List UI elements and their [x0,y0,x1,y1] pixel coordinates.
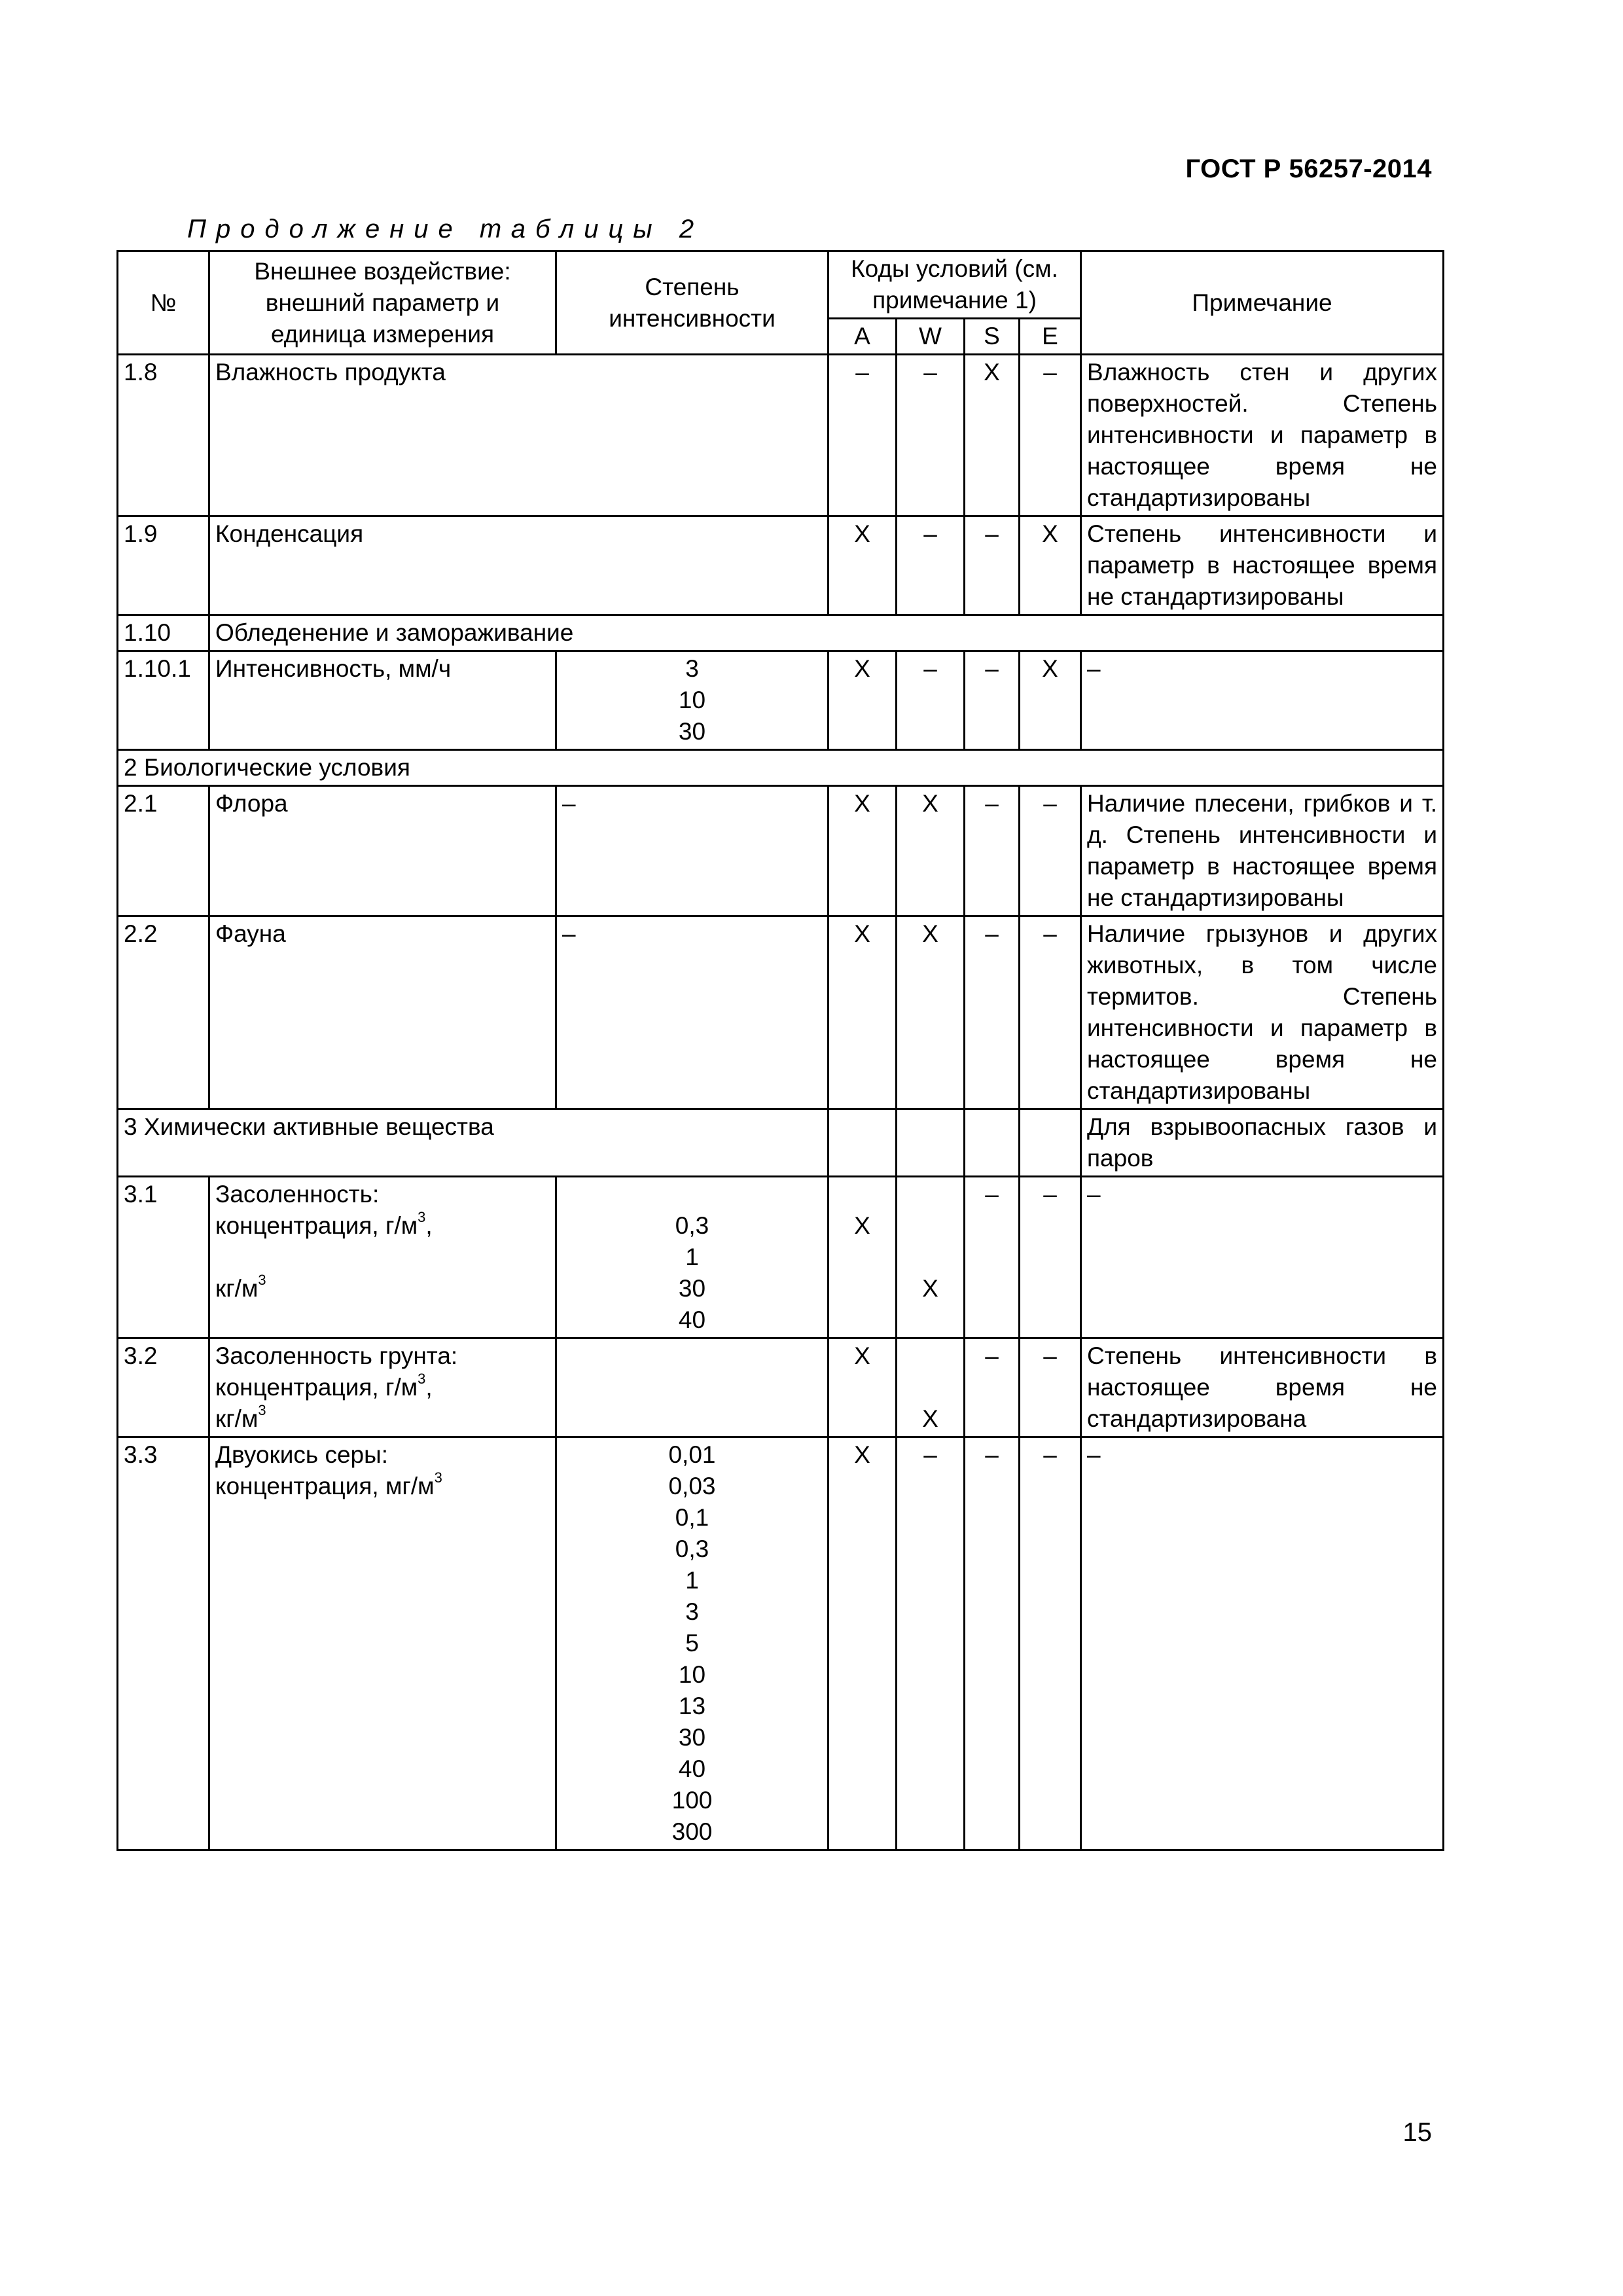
table-row [118,916,1444,1109]
row-num: 2.1 [118,786,209,916]
code-a: X [829,1338,897,1437]
table-row [118,355,1444,516]
row-num: 1.8 [118,355,209,516]
degree-value: 0,3 [675,1535,709,1562]
degree-value: 1 [685,1244,699,1270]
impact-unit: $кг/м^3$ [215,1402,266,1432]
degree-value: 3 [685,1598,699,1625]
impact-title: Засоленность: [215,1181,380,1208]
code-e: – [1020,1338,1081,1437]
code-s: – [965,651,1020,750]
header-code-e: E [1020,319,1081,355]
table-row [118,651,1444,750]
section-title: 3 Химически активные вещества [118,1109,829,1177]
code-e: – [1020,916,1081,1109]
impact-title: Двуокись серы: [215,1441,388,1468]
section-note: Для взрывоопасных газов и паров [1081,1109,1444,1177]
code-e: – [1020,786,1081,916]
impact-concentration: концентрация, $мг/м^3$ [215,1469,442,1499]
table-row [118,1338,1444,1437]
row-degree: – [556,916,829,1109]
code-w: – [897,1437,965,1850]
code-a: X [829,786,897,916]
degree-value: 10 [678,1661,706,1688]
degree-value: 40 [678,1306,706,1333]
degree-value: 30 [678,1724,706,1751]
code-a: X [829,516,897,615]
row-impact [209,1437,556,1850]
row-impact: Обледенение и замораживание [209,615,1444,651]
degree-value: 40 [678,1755,706,1782]
code-e: X [1020,516,1081,615]
degree-value: 300 [671,1818,713,1845]
code-w: – [897,516,965,615]
degree-value: 30 [678,718,706,745]
row-note: Степень интенсивности в настоящее время не стандартизирована [1081,1338,1444,1437]
header-code-a: A [829,319,897,355]
row-num: 3.2 [118,1338,209,1437]
row-note: Степень интенсивности и параметр в настоящее время не стандартизированы [1081,516,1444,615]
section-row [118,1109,1444,1177]
table-header-row [118,251,1444,319]
code-a: X [829,916,897,1109]
degree-value: 0,03 [668,1473,716,1499]
row-degree: – [556,786,829,916]
conditions-table [116,250,1444,1851]
code-e: – [1020,355,1081,516]
impact-concentration: концентрация, $г/м^3$, [215,1371,433,1401]
row-degree-list [556,651,829,750]
code-s: – [965,916,1020,1109]
code-a: X [829,651,897,750]
row-degree-list [556,1177,829,1338]
row-note: – [1081,651,1444,750]
impact-unit: $кг/м^3$ [215,1272,266,1302]
table-row [118,615,1444,651]
table-row [118,1177,1444,1338]
header-note: Примечание [1081,251,1444,355]
row-num: 3.3 [118,1437,209,1850]
code-w: X [897,1177,965,1338]
degree-value: 30 [678,1275,706,1302]
code-s: – [965,1437,1020,1850]
row-num: 1.10.1 [118,651,209,750]
code-w: – [897,355,965,516]
degree-value: 10 [678,687,706,713]
row-impact [209,1338,556,1437]
row-num: 1.10 [118,615,209,651]
row-note: Наличие грызунов и других животных, в том числе термитов. Степень интенсивности и параметр в настоящее время не стандартизированы [1081,916,1444,1109]
degree-value: 100 [671,1787,713,1814]
row-num: 1.9 [118,516,209,615]
code-w: X [897,916,965,1109]
degree-value: 0,1 [675,1504,709,1531]
code-a: X [829,1177,897,1338]
code-s: – [965,1338,1020,1437]
row-note: – [1081,1177,1444,1338]
section-title: 2 Биологические условия [118,750,1444,786]
row-num: 2.2 [118,916,209,1109]
row-degree-list [556,1437,829,1850]
header-num: № [118,251,209,355]
row-note: – [1081,1437,1444,1850]
code-e: – [1020,1437,1081,1850]
header-impact: Внешнее воздействие: внешний параметр и единица измерения [209,251,556,355]
header-codes: Коды условий (см. примечание 1) [829,251,1081,319]
table-row [118,1437,1444,1850]
header-degree: Степень интенсивности [556,251,829,355]
row-impact: Флора [209,786,556,916]
degree-value: 0,3 [675,1212,709,1239]
degree-value: 3 [685,655,699,682]
row-impact: Фауна [209,916,556,1109]
row-note: Влажность стен и других поверхностей. Степень интенсивности и параметр в настоящее время не стандартизированы [1081,355,1444,516]
document-code: ГОСТ Р 56257-2014 [1185,154,1432,183]
code-e: – [1020,1177,1081,1338]
row-impact: Влажность продукта [209,355,829,516]
table-row [118,516,1444,615]
row-num: 3.1 [118,1177,209,1338]
code-w: – [897,651,965,750]
code-s: – [965,1177,1020,1338]
impact-concentration: концентрация, $г/м^3$, [215,1209,433,1239]
code-a: X [829,1437,897,1850]
code-e: X [1020,651,1081,750]
code-s: – [965,786,1020,916]
row-degree [556,1338,829,1437]
code-s: – [965,516,1020,615]
row-note: Наличие плесени, грибков и т. д. Степень интенсивности и параметр в настоящее время не стандартизированы [1081,786,1444,916]
impact-title: Засоленность грунта: [215,1342,458,1369]
header-code-w: W [897,319,965,355]
degree-value: 5 [685,1630,699,1657]
section-row [118,750,1444,786]
degree-value: 13 [678,1693,706,1719]
row-impact: Интенсивность, мм/ч [209,651,556,750]
code-w: X [897,786,965,916]
table-row [118,786,1444,916]
code-s: X [965,355,1020,516]
row-impact: Конденсация [209,516,829,615]
degree-value: 1 [685,1567,699,1594]
code-a: – [829,355,897,516]
header-code-s: S [965,319,1020,355]
page-number: 15 [1402,2118,1432,2147]
row-impact [209,1177,556,1338]
degree-value: 0,01 [668,1441,716,1468]
table-continuation-caption: Продолжение таблицы 2 [187,215,704,243]
code-w: X [897,1338,965,1437]
